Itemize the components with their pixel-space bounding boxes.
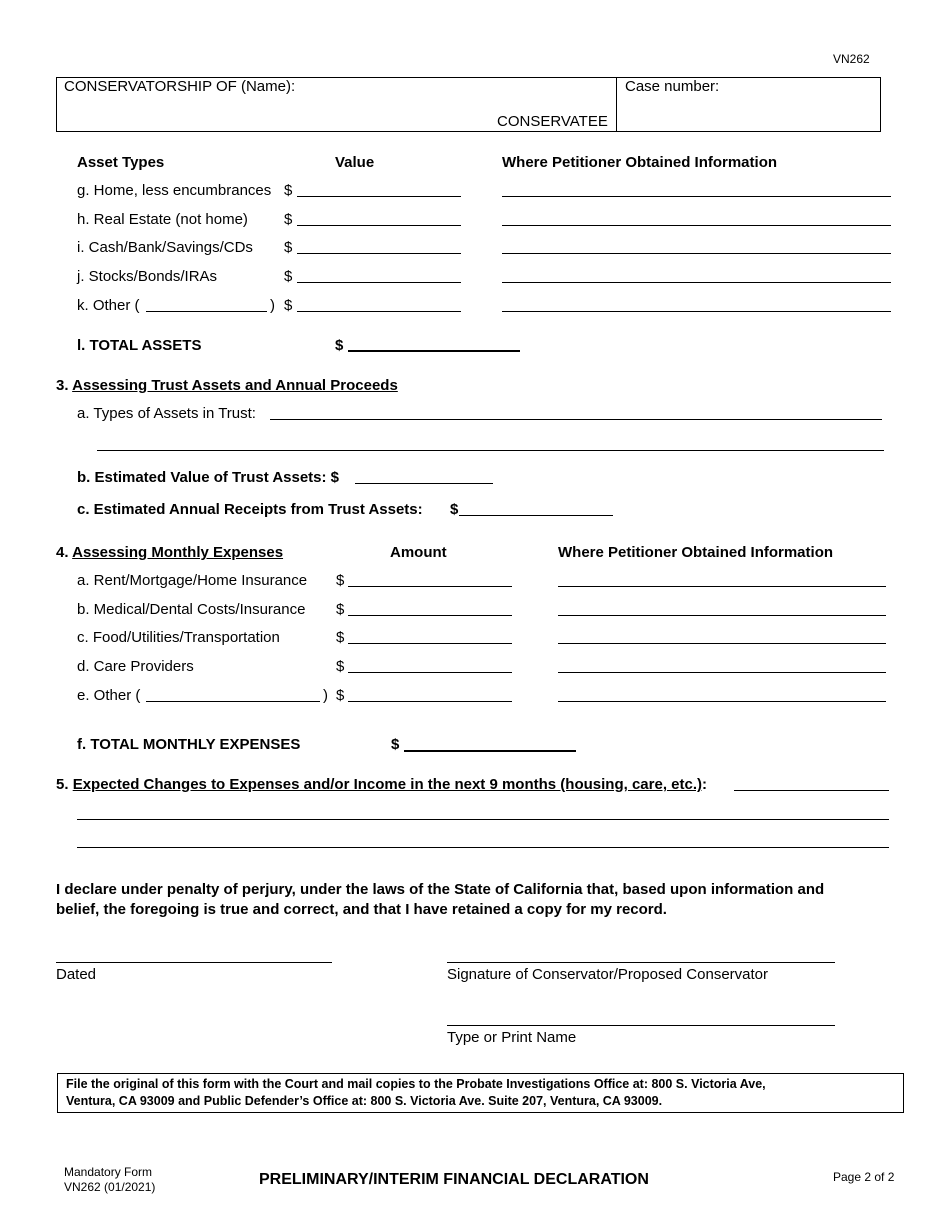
expense-amount-field[interactable] [348, 643, 512, 644]
asset-row-label: j. Stocks/Bonds/IRAs [77, 268, 218, 285]
asset-other-suffix: ) [270, 297, 275, 314]
print-name-field[interactable] [447, 1025, 835, 1026]
expense-other-description-field[interactable] [146, 701, 320, 702]
trust-receipts-field[interactable] [459, 515, 613, 516]
section3-heading [56, 377, 398, 394]
conservatorship-label: CONSERVATORSHIP OF (Name): [64, 78, 296, 95]
col-asset-types: Asset Types [77, 154, 165, 171]
dollar-sign: $ [284, 268, 293, 285]
total-assets-field[interactable] [348, 350, 520, 352]
declaration-line-2: belief, the foregoing is true and correct, and that I have retained a copy for my record. [56, 901, 667, 918]
header-divider [616, 77, 617, 132]
section4-number: 4. [56, 544, 69, 561]
asset-other-prefix: k. Other ( [77, 297, 140, 314]
asset-value-field[interactable] [297, 311, 461, 312]
expense-source-field[interactable] [558, 615, 886, 616]
expense-row-label: a. Rent/Mortgage/Home Insurance [77, 572, 308, 589]
section5-number: 5. [56, 776, 69, 793]
form-code: VN262 [833, 52, 870, 66]
section4-heading [56, 544, 283, 561]
total-expenses-field[interactable] [404, 750, 576, 752]
dated-label: Dated [56, 966, 97, 983]
asset-source-field[interactable] [502, 196, 891, 197]
dollar-sign: $ [335, 337, 344, 354]
expense-amount-field[interactable] [348, 701, 512, 702]
col-where-assets: Where Petitioner Obtained Information [502, 154, 778, 171]
case-number-label: Case number: [625, 78, 720, 95]
trust-value-label: b. Estimated Value of Trust Assets: $ [77, 469, 340, 486]
instructions-line-1: File the original of this form with the Court and mail copies to the Probate Investigations Office at: 800 S. Victoria Ave, [66, 1077, 766, 1091]
trust-value-field[interactable] [355, 483, 493, 484]
dollar-sign: $ [336, 601, 345, 618]
dollar-sign: $ [336, 629, 345, 646]
declaration-line-1: I declare under penalty of perjury, under the laws of the State of California that, based upon information and [56, 881, 825, 898]
asset-source-field[interactable] [502, 253, 891, 254]
instructions-line-2: Ventura, CA 93009 and Public Defender’s Office at: 800 S. Victoria Ave. Suite 207, Ventura, CA 93009. [66, 1094, 663, 1108]
footer-form-version: VN262 (01/2021) [64, 1180, 156, 1194]
asset-value-field[interactable] [297, 282, 461, 283]
expense-row-label: b. Medical/Dental Costs/Insurance [77, 601, 306, 618]
section3-number: 3. [56, 377, 69, 394]
footer-page: Page 2 of 2 [833, 1170, 895, 1184]
asset-source-field[interactable] [502, 282, 891, 283]
expense-row-label: d. Care Providers [77, 658, 194, 675]
asset-value-field[interactable] [297, 253, 461, 254]
asset-value-field[interactable] [297, 196, 461, 197]
dollar-sign: $ [284, 211, 293, 228]
trust-types-field-2[interactable] [97, 450, 884, 451]
asset-value-field[interactable] [297, 225, 461, 226]
expense-source-field[interactable] [558, 643, 886, 644]
expense-row-label: c. Food/Utilities/Transportation [77, 629, 280, 646]
section5-title: Expected Changes to Expenses and/or Income in the next 9 months (housing, care, etc.) [72, 776, 702, 793]
expense-source-field[interactable] [558, 701, 886, 702]
asset-other-description-field[interactable] [146, 311, 267, 312]
section3-title: Assessing Trust Assets and Annual Proceeds [72, 377, 398, 394]
dollar-sign: $ [284, 239, 293, 256]
expense-other-prefix: e. Other ( [77, 687, 141, 704]
col-value: Value [335, 154, 375, 171]
expense-amount-field[interactable] [348, 672, 512, 673]
expense-amount-field[interactable] [348, 586, 512, 587]
footer-mandatory: Mandatory Form [64, 1165, 153, 1179]
section5-field-2[interactable] [77, 819, 889, 820]
asset-row-label: g. Home, less encumbrances [77, 182, 272, 199]
total-expenses-label: f. TOTAL MONTHLY EXPENSES [77, 736, 301, 753]
total-assets-label: l. TOTAL ASSETS [77, 337, 202, 354]
dollar-sign: $ [284, 182, 293, 199]
dollar-sign: $ [284, 297, 293, 314]
col-amount: Amount [390, 544, 447, 561]
footer-title: PRELIMINARY/INTERIM FINANCIAL DECLARATION [259, 1171, 649, 1188]
dollar-sign: $ [450, 501, 459, 518]
section5-heading [56, 776, 707, 793]
dollar-sign: $ [336, 687, 345, 704]
col-where-expenses: Where Petitioner Obtained Information [558, 544, 834, 561]
expense-source-field[interactable] [558, 586, 886, 587]
print-name-label: Type or Print Name [447, 1029, 577, 1046]
conservatee-label: CONSERVATEE [497, 113, 608, 130]
section5-field-3[interactable] [77, 847, 889, 848]
signature-field[interactable] [447, 962, 835, 963]
section5-field[interactable] [734, 790, 889, 791]
expense-amount-field[interactable] [348, 615, 512, 616]
trust-types-field[interactable] [270, 419, 882, 420]
section4-title: Assessing Monthly Expenses [72, 544, 284, 561]
asset-source-field[interactable] [502, 311, 891, 312]
asset-source-field[interactable] [502, 225, 891, 226]
trust-types-label: a. Types of Assets in Trust: [77, 405, 256, 422]
dollar-sign: $ [336, 572, 345, 589]
signature-label: Signature of Conservator/Proposed Conservator [447, 966, 769, 983]
dollar-sign: $ [336, 658, 345, 675]
trust-receipts-label: c. Estimated Annual Receipts from Trust Assets: [77, 501, 423, 518]
asset-row-label: i. Cash/Bank/Savings/CDs [77, 239, 253, 256]
dollar-sign: $ [391, 736, 400, 753]
section5-colon: : [702, 776, 707, 793]
expense-other-suffix: ) [323, 687, 328, 704]
expense-source-field[interactable] [558, 672, 886, 673]
asset-row-label: h. Real Estate (not home) [77, 211, 248, 228]
date-field[interactable] [56, 962, 332, 963]
